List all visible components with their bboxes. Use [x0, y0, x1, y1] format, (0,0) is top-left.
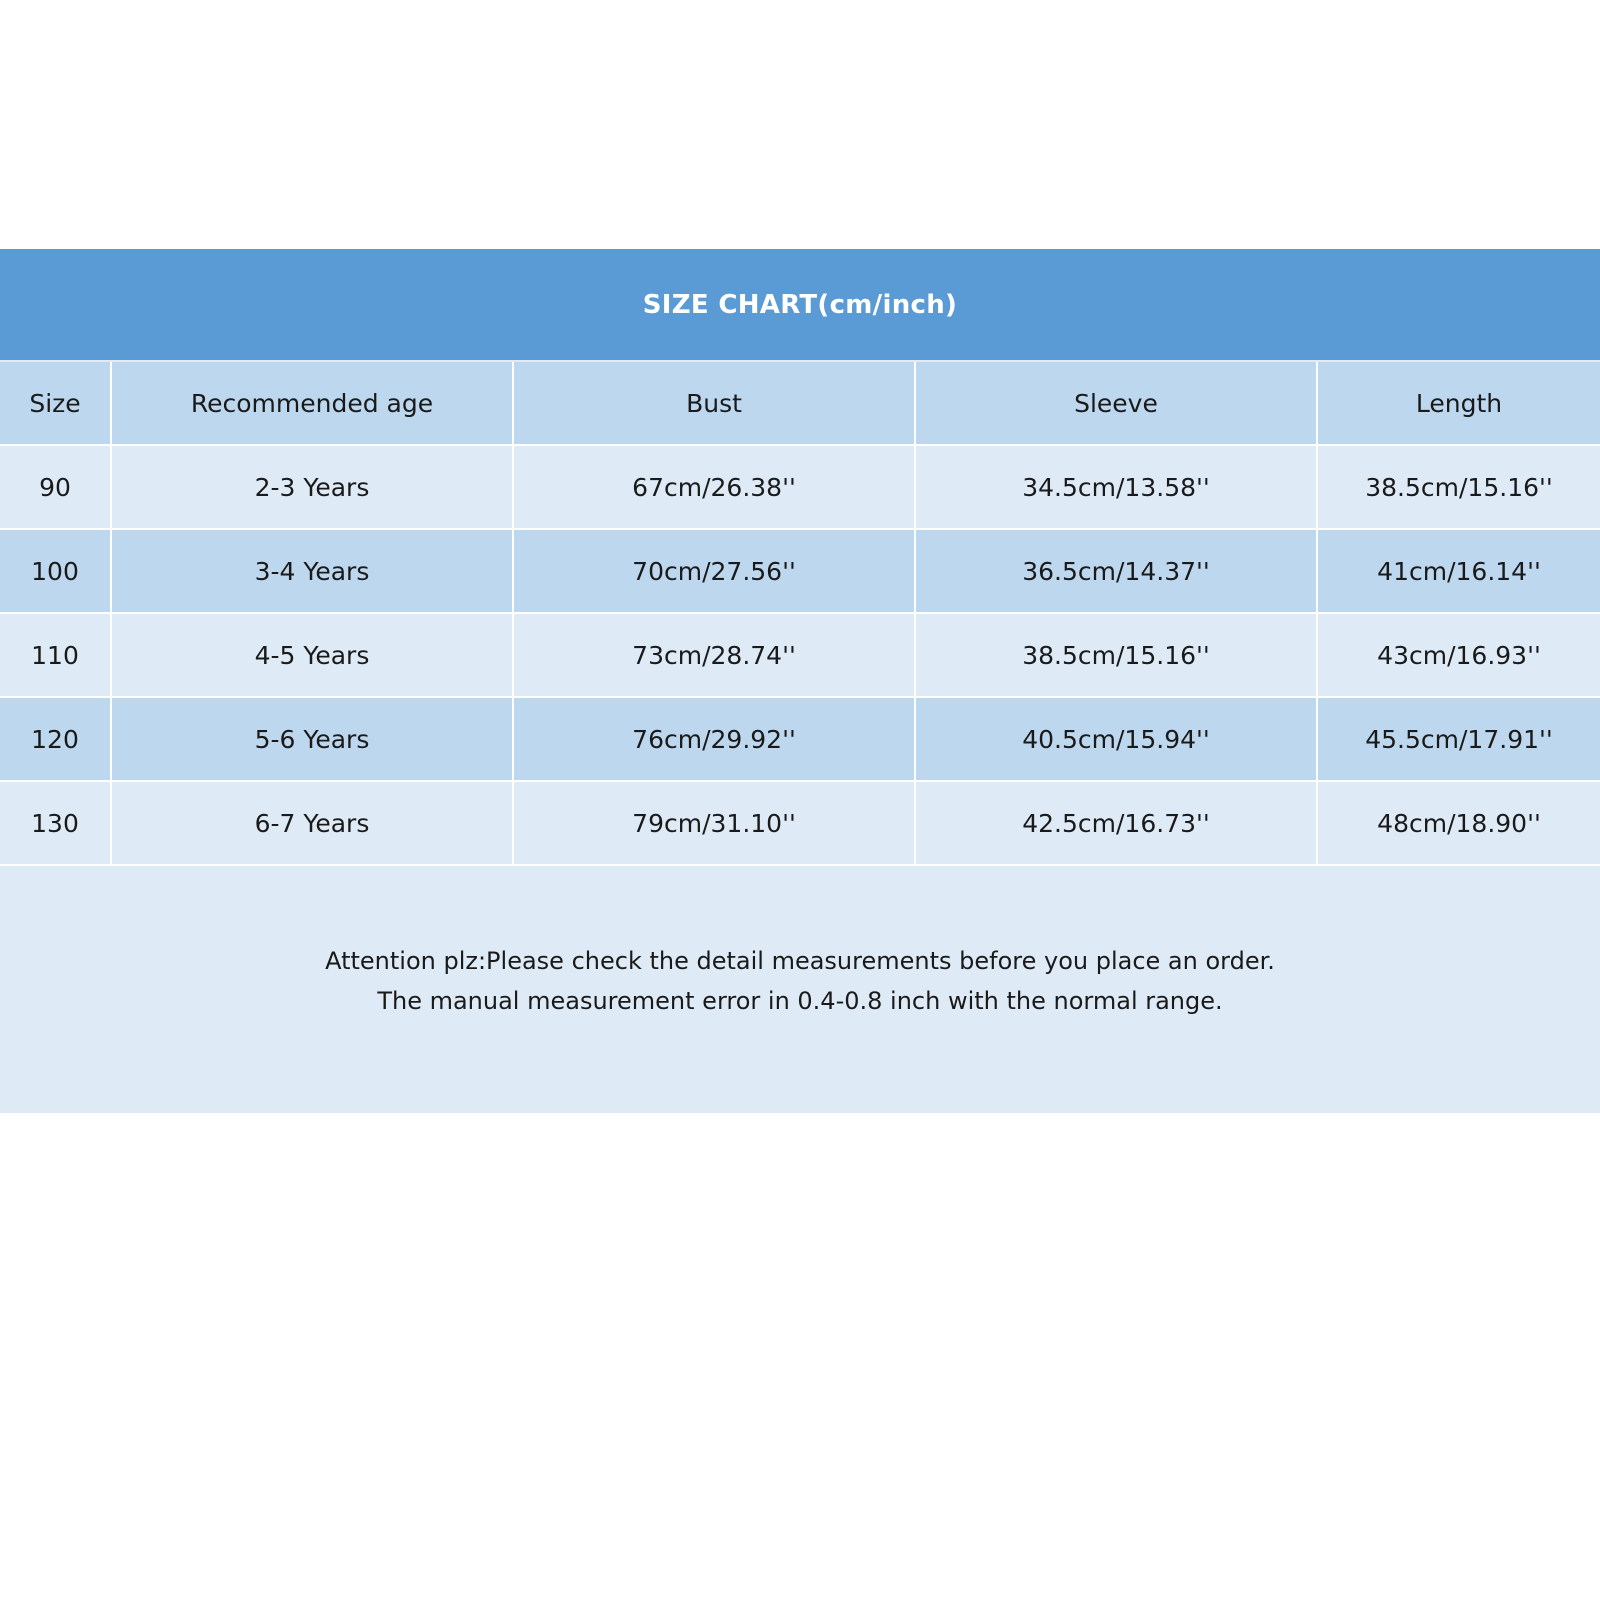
table-row — [0, 697, 1600, 781]
cell-size: 90 — [0, 445, 111, 529]
cell-bust: 79cm/31.10'' — [513, 781, 915, 865]
cell-sleeve: 38.5cm/15.16'' — [915, 613, 1317, 697]
column-header-length: Length — [1317, 362, 1600, 445]
cell-bust: 67cm/26.38'' — [513, 445, 915, 529]
cell-length: 45.5cm/17.91'' — [1317, 697, 1600, 781]
column-header-sleeve: Sleeve — [915, 362, 1317, 445]
cell-size: 130 — [0, 781, 111, 865]
cell-size: 110 — [0, 613, 111, 697]
table-row — [0, 529, 1600, 613]
table-row — [0, 613, 1600, 697]
column-header-size: Size — [0, 362, 111, 445]
column-header-bust: Bust — [513, 362, 915, 445]
table-row — [0, 445, 1600, 529]
cell-bust: 76cm/29.92'' — [513, 697, 915, 781]
cell-recommended-age: 3-4 Years — [111, 529, 513, 613]
cell-sleeve: 40.5cm/15.94'' — [915, 697, 1317, 781]
cell-bust: 73cm/28.74'' — [513, 613, 915, 697]
attention-note — [0, 941, 1600, 1021]
cell-recommended-age: 5-6 Years — [111, 697, 513, 781]
cell-size: 120 — [0, 697, 111, 781]
cell-sleeve: 36.5cm/14.37'' — [915, 529, 1317, 613]
cell-sleeve: 34.5cm/13.58'' — [915, 445, 1317, 529]
size-table — [0, 362, 1600, 866]
cell-length: 43cm/16.93'' — [1317, 613, 1600, 697]
cell-recommended-age: 6-7 Years — [111, 781, 513, 865]
cell-recommended-age: 2-3 Years — [111, 445, 513, 529]
table-header-row — [0, 362, 1600, 445]
chart-title: SIZE CHART(cm/inch) — [0, 249, 1600, 360]
cell-recommended-age: 4-5 Years — [111, 613, 513, 697]
note-line-2: The manual measurement error in 0.4-0.8 inch with the normal range. — [377, 987, 1223, 1015]
cell-length: 48cm/18.90'' — [1317, 781, 1600, 865]
column-header-recommended-age: Recommended age — [111, 362, 513, 445]
table-row — [0, 781, 1600, 865]
cell-sleeve: 42.5cm/16.73'' — [915, 781, 1317, 865]
cell-length: 41cm/16.14'' — [1317, 529, 1600, 613]
cell-length: 38.5cm/15.16'' — [1317, 445, 1600, 529]
cell-size: 100 — [0, 529, 111, 613]
cell-bust: 70cm/27.56'' — [513, 529, 915, 613]
size-chart — [0, 249, 1600, 1113]
note-line-1: Attention plz:Please check the detail measurements before you place an order. — [325, 947, 1275, 975]
